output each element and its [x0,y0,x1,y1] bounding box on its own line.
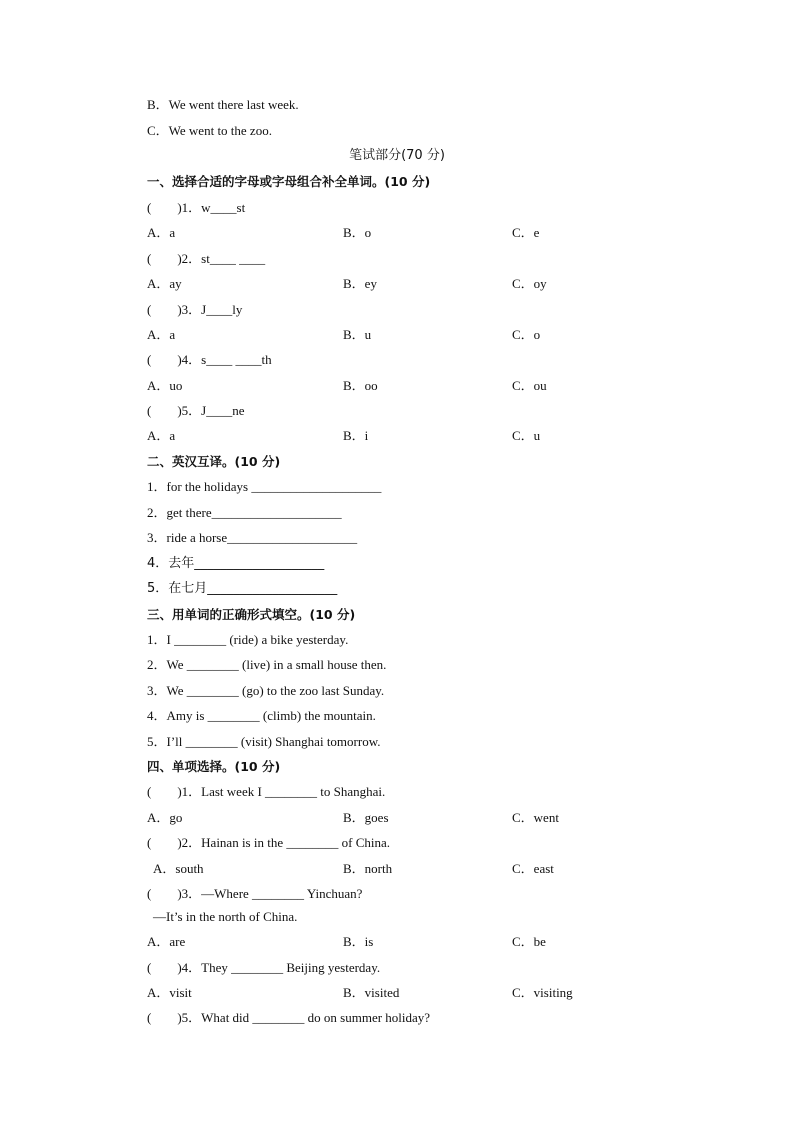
part4-q3-option-c: C．be [512,934,546,949]
part1-q1-option-c: C．e [512,225,540,240]
part1-q2-stem: ( )2．st____ ____ [147,251,266,266]
part1-q5-option-a: A．a [147,428,176,443]
part1-q3-option-a: A．a [147,327,176,342]
part3-heading: 三、用单词的正确形式填空。(10 分) [147,607,356,622]
part1-q2-option-c: C．oy [512,276,547,291]
part4-q4-option-c: C．visiting [512,985,573,1000]
part2-item-3: 3．ride a horse____________________ [147,530,358,545]
part4-q3-option-b: B．is [343,934,374,949]
part1-q3-option-c: C．o [512,327,541,342]
part1-q1-option-a: A．a [147,225,176,240]
part2-item-1: 1．for the holidays ____________________ [147,479,382,494]
listening-option-b: B．We went there last week. [147,97,299,112]
part1-q2-option-b: B．ey [343,276,377,291]
part1-q1-stem: ( )1．w____st [147,200,246,215]
part2-heading: 二、英汉互译。(10 分) [147,454,281,469]
part4-q2-stem: ( )2．Hainan is in the ________ of China. [147,835,390,850]
part4-q3-option-a: A．are [147,934,186,949]
part1-heading: 一、选择合适的字母或字母组合补全单词。(10 分) [147,174,431,189]
part4-q1-option-c: C．went [512,810,559,825]
part4-q3-answer-line: —It’s in the north of China. [153,909,298,924]
part3-item-2: 2．We ________ (live) in a small house then. [147,657,387,672]
part2-item-4: 4．去年____________________ [147,556,325,571]
part3-item-4: 4．Amy is ________ (climb) the mountain. [147,708,376,723]
part4-q1-stem: ( )1．Last week I ________ to Shanghai. [147,784,386,799]
part1-q5-stem: ( )5．J____ne [147,403,245,418]
part2-item-2: 2．get there____________________ [147,505,342,520]
part2-item-5: 5．在七月____________________ [147,581,338,596]
part4-q1-option-a: A．go [147,810,183,825]
part4-heading: 四、单项选择。(10 分) [147,759,281,774]
part1-q4-option-a: A．uo [147,378,183,393]
written-section-title: 笔试部分(70 分) [349,148,445,163]
part4-q4-option-b: B．visited [343,985,400,1000]
part1-q4-stem: ( )4．s____ ____th [147,352,272,367]
part4-q3-stem: ( )3．—Where ________ Yinchuan? [147,886,363,901]
part1-q3-stem: ( )3．J____ly [147,302,243,317]
part4-q2-option-c: C．east [512,861,554,876]
part4-q5-stem: ( )5．What did ________ do on summer holiday? [147,1010,431,1025]
part1-q2-option-a: A．ay [147,276,182,291]
part1-q1-option-b: B．o [343,225,372,240]
part4-q2-option-b: B．north [343,861,393,876]
part4-q2-option-a: A．south [153,861,204,876]
part1-q4-option-b: B．oo [343,378,378,393]
part1-q4-option-c: C．ou [512,378,547,393]
part1-q5-option-c: C．u [512,428,541,443]
part4-q4-option-a: A．visit [147,985,192,1000]
part4-q4-stem: ( )4．They ________ Beijing yesterday. [147,960,381,975]
part1-q3-option-b: B．u [343,327,372,342]
part3-item-3: 3．We ________ (go) to the zoo last Sunday. [147,683,385,698]
part1-q5-option-b: B．i [343,428,369,443]
part3-item-1: 1．I ________ (ride) a bike yesterday. [147,632,349,647]
part4-q1-option-b: B．goes [343,810,389,825]
part3-item-5: 5．I’ll ________ (visit) Shanghai tomorrow. [147,734,381,749]
listening-option-c: C．We went to the zoo. [147,123,272,138]
